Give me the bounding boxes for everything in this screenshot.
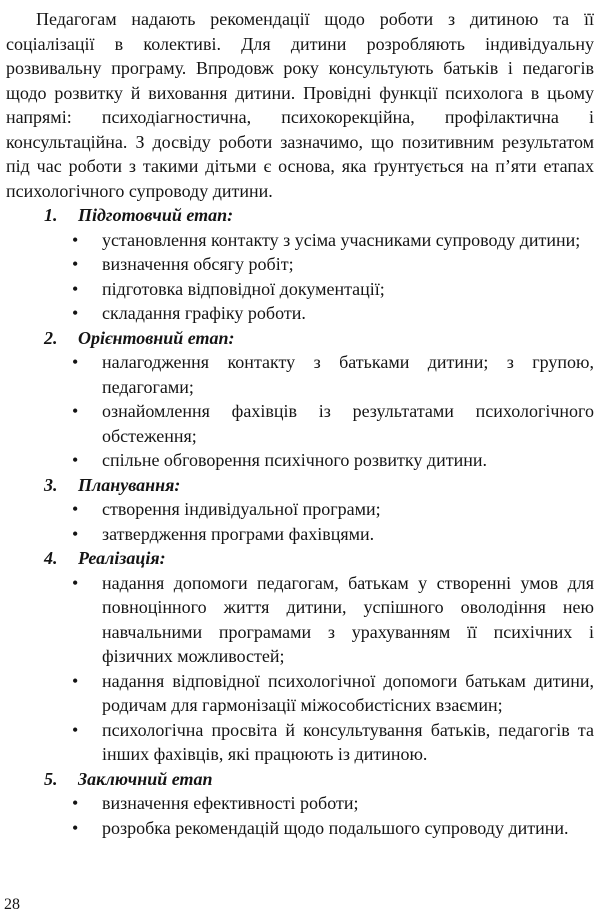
- bullet-icon: •: [72, 817, 79, 838]
- bullet-icon: •: [72, 719, 79, 740]
- bullet-icon: •: [72, 229, 79, 250]
- stage-title: [6, 203, 594, 228]
- list-item-text: затвердження програми фахівцями.: [102, 523, 375, 544]
- list-item-text: спільне обговорення психічного розвитку дитини.: [102, 450, 487, 470]
- stage-title-text: Заключний етап: [78, 768, 213, 789]
- list-item-text: надання допомоги педагогам, батькам у створенні умов для повноцінного життя дитини, успішного оволодіння нею навчальними програмами з урахуванням її психічних і фізичних можливостей;: [102, 572, 594, 666]
- bullet-icon: •: [72, 793, 79, 813]
- stage-number: 2.: [44, 327, 58, 348]
- list-item-text: налагодження контакту з батьками дитини; з групою, педагогами;: [102, 352, 594, 397]
- bullet-icon: •: [72, 572, 79, 593]
- list-item-text: розробка рекомендацій щодо подальшого супроводу дитини.: [102, 817, 569, 838]
- stage-title-text: Орієнтовний етап:: [78, 327, 235, 348]
- list-item-text: установлення контакту з усіма учасниками супроводу дитини;: [102, 229, 581, 250]
- list-item: [6, 571, 594, 669]
- stage-1: [6, 203, 594, 326]
- list-item-text: надання відповідної психологічної допомоги батькам дитини, родичам для гармонізації міжособистісних взаємин;: [102, 670, 594, 715]
- stages-list: [6, 203, 594, 840]
- stage-items: [6, 497, 594, 546]
- list-item-text: визначення обсягу робіт;: [102, 254, 294, 274]
- stage-title: [6, 546, 594, 571]
- list-item: [6, 399, 594, 448]
- list-item-text: складання графіку роботи.: [102, 303, 306, 323]
- stage-number: 1.: [44, 205, 58, 225]
- list-item-text: створення індивідуальної програми;: [102, 499, 381, 519]
- bullet-icon: •: [72, 499, 79, 519]
- stage-title: [6, 473, 594, 498]
- page-body: [6, 7, 594, 840]
- stage-items: [6, 350, 594, 473]
- list-item: [6, 497, 594, 522]
- bullet-icon: •: [72, 670, 79, 691]
- bullet-icon: •: [72, 303, 79, 323]
- list-item: [6, 228, 594, 253]
- stage-items: [6, 791, 594, 840]
- list-item: [6, 301, 594, 326]
- page-number: 28: [4, 896, 20, 913]
- bullet-icon: •: [72, 401, 79, 421]
- stage-items: [6, 228, 594, 326]
- list-item: [6, 669, 594, 718]
- stage-5: [6, 767, 594, 841]
- bullet-icon: •: [72, 523, 79, 544]
- bullet-icon: •: [72, 450, 79, 470]
- list-item: [6, 816, 594, 841]
- list-item: [6, 350, 594, 399]
- list-item-text: психологічна просвіта й консультування батьків, педагогів та інших фахівців, які працюють із дитиною.: [102, 719, 594, 764]
- list-item-text: визначення ефективності роботи;: [102, 793, 359, 813]
- intro-paragraph: Педагогам надають рекомендації щодо роботи з дитиною та її соціалізації в колективі. Для дитини розробляють індивідуальну розвивальну програму. Впродовж року консультують батьків і педагогів щодо розвитку й виховання дитини. Провідні функції психолога в цьому напрямі: психодіагностична, психокорекційна, профілактична і консультаційна. З досвіду роботи зазначимо, що позитивним результатом під час роботи з такими дітьми є основа, яка ґрунтується на п’яти етапах психологічного супроводу дитини.: [6, 9, 594, 201]
- bullet-icon: •: [72, 278, 79, 299]
- list-item: [6, 277, 594, 302]
- stage-3: [6, 473, 594, 547]
- stage-number: 4.: [44, 548, 58, 568]
- stage-items: [6, 571, 594, 767]
- list-item: [6, 522, 594, 547]
- list-item: [6, 718, 594, 767]
- stage-title: [6, 767, 594, 792]
- list-item-text: підготовка відповідної документації;: [102, 278, 385, 299]
- bullet-icon: •: [72, 352, 79, 372]
- stage-number: 3.: [44, 474, 58, 495]
- stage-title: [6, 326, 594, 351]
- stage-number: 5.: [44, 768, 58, 789]
- list-item-text: ознайомлення фахівців із результатами психологічного обстеження;: [102, 401, 594, 446]
- stage-title-text: Реалізація:: [78, 548, 166, 568]
- stage-title-text: Підготовчий етап:: [78, 205, 234, 225]
- stage-2: [6, 326, 594, 473]
- list-item: [6, 791, 594, 816]
- stage-4: [6, 546, 594, 767]
- list-item: [6, 448, 594, 473]
- bullet-icon: •: [72, 254, 79, 274]
- stage-title-text: Планування:: [78, 474, 181, 495]
- list-item: [6, 252, 594, 277]
